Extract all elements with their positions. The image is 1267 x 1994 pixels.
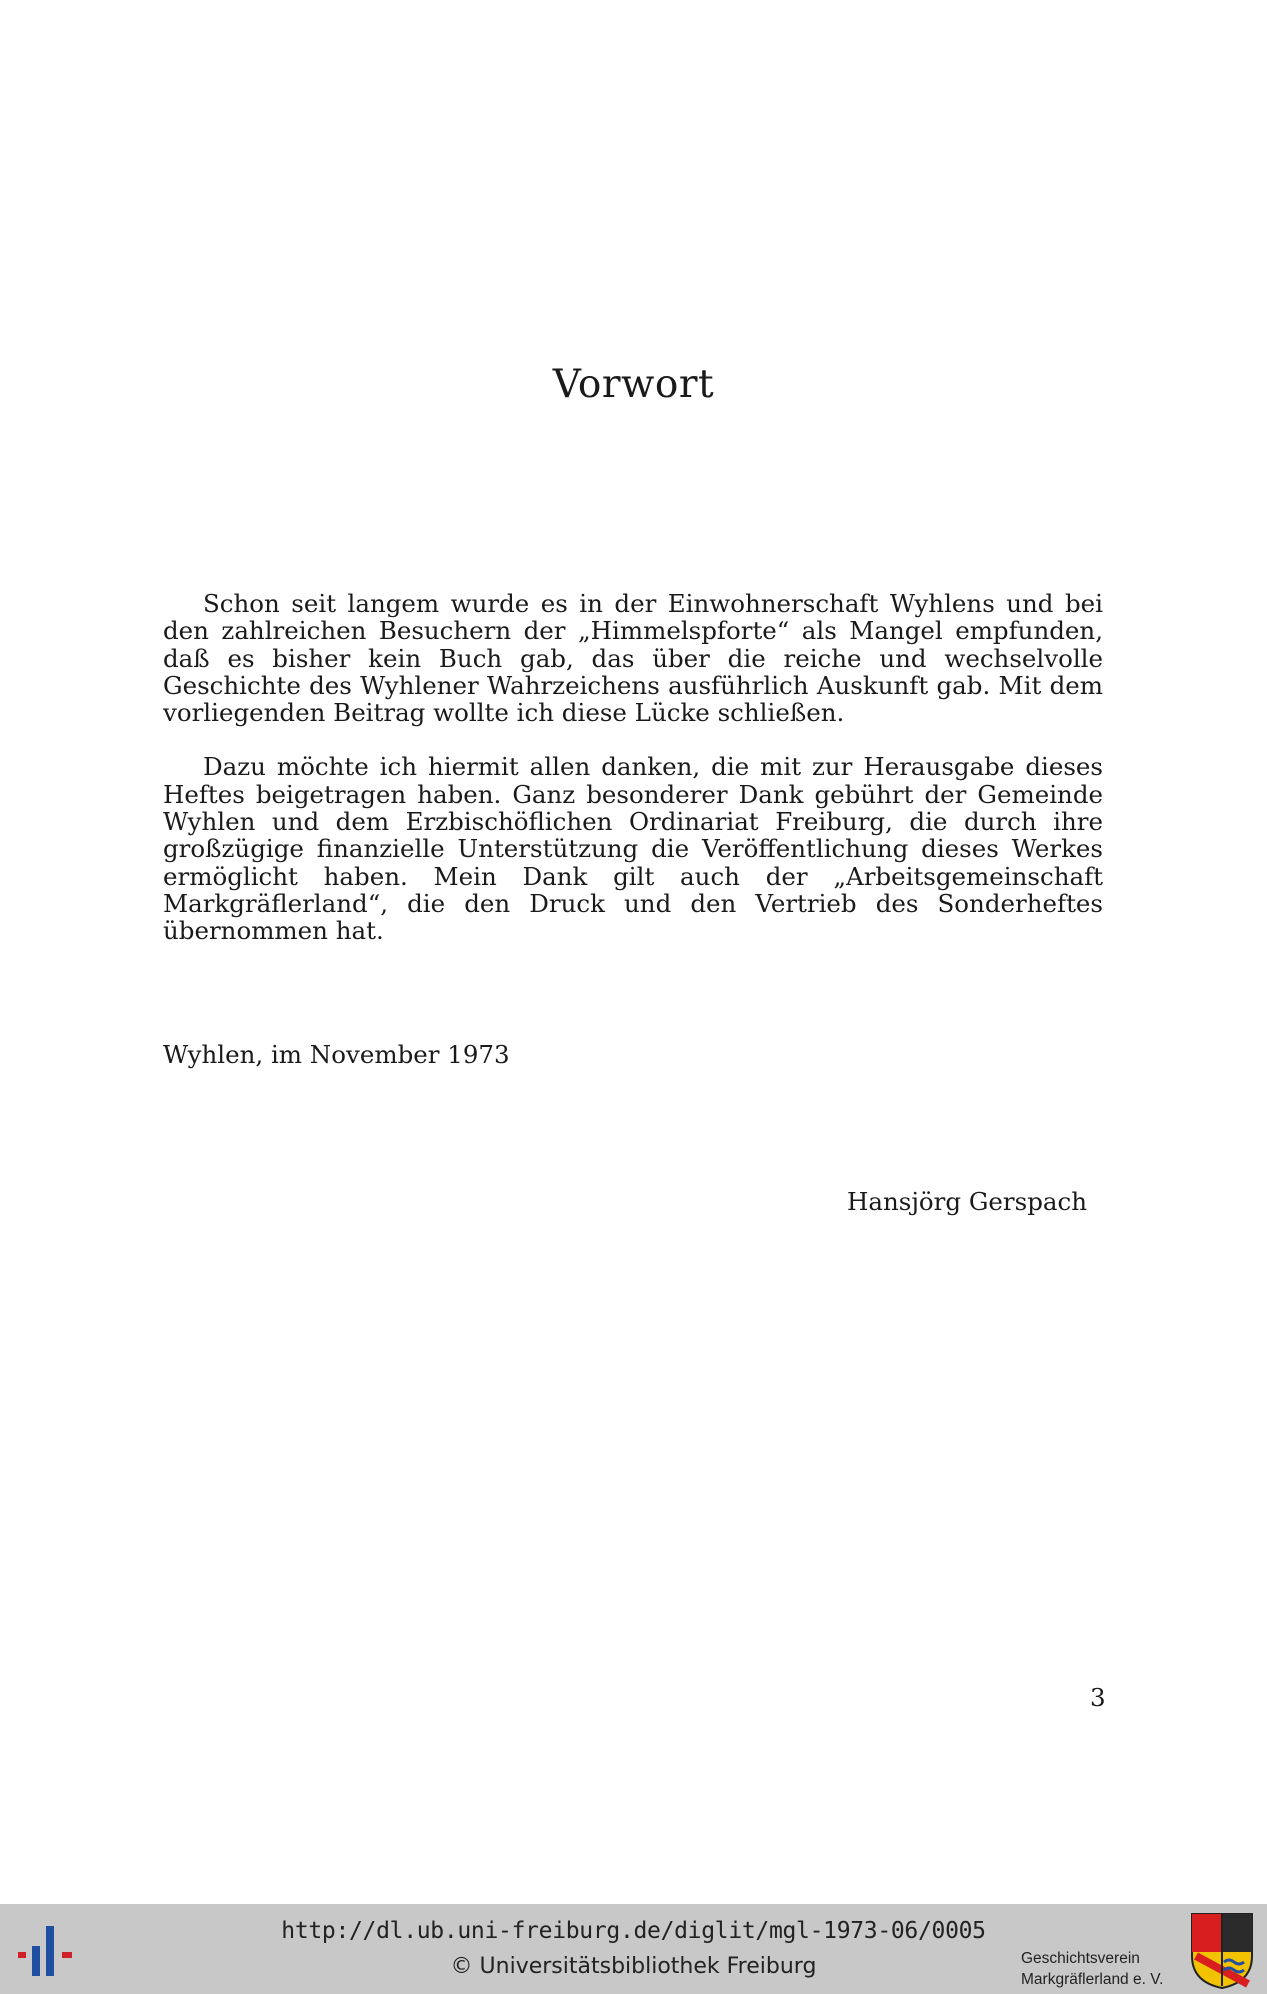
- paragraph-2: Dazu möchte ich hiermit allen danken, die mit zur Herausgabe dieses Heftes beigetragen haben. Ganz besonderer Dank gebührt der Gemeinde Wyhlen und dem Erzbischöflichen Ordinariat Freiburg, die durch ihre großzügige finanzielle Unterstützung die Veröffentlichung dieses Werkes ermöglicht haben. Mein Dank gilt auch der „Arbeitsgemeinschaft Markgräflerland“, die den Druck und den Vertrieb des Sonderheftes übernommen hat.: [163, 752, 1103, 946]
- society-name: [1021, 1948, 1163, 1990]
- society-line-1: Geschichtsverein: [1021, 1950, 1140, 1967]
- date-line: Wyhlen, im November 1973: [163, 1040, 510, 1069]
- page-title-text: Vorwort: [552, 362, 715, 407]
- footer-bar: [0, 1904, 1267, 1994]
- page-title: [0, 362, 1267, 407]
- shield-black-quarter: [1222, 1914, 1252, 1952]
- shield-divider: [1221, 1914, 1223, 1986]
- shield-red-band: [1192, 1914, 1222, 1952]
- page-number: 3: [1090, 1683, 1106, 1712]
- footer-url[interactable]: http://dl.ub.uni-freiburg.de/diglit/mgl-1973-06/0005: [281, 1918, 986, 1944]
- paragraph-1: Schon seit langem wurde es in der Einwohnerschaft Wyhlens und bei den zahlreichen Besuchern der „Himmelspforte“ als Mangel empfunden, daß es bisher kein Buch gab, das über die reiche und wechselvolle Geschichte des Wyhlener Wahrzeichens ausführlich Auskunft gab. Mit dem vorliegenden Beitrag wollte ich diese Lücke schließen.: [163, 589, 1103, 728]
- author-signature: Hansjörg Gerspach: [847, 1187, 1087, 1216]
- footer-copyright: © Universitätsbibliothek Freiburg: [450, 1954, 817, 1979]
- body-text: [163, 590, 1103, 972]
- coat-of-arms-icon: [1190, 1912, 1254, 1990]
- society-line-2: Markgräflerland e. V.: [1021, 1971, 1164, 1988]
